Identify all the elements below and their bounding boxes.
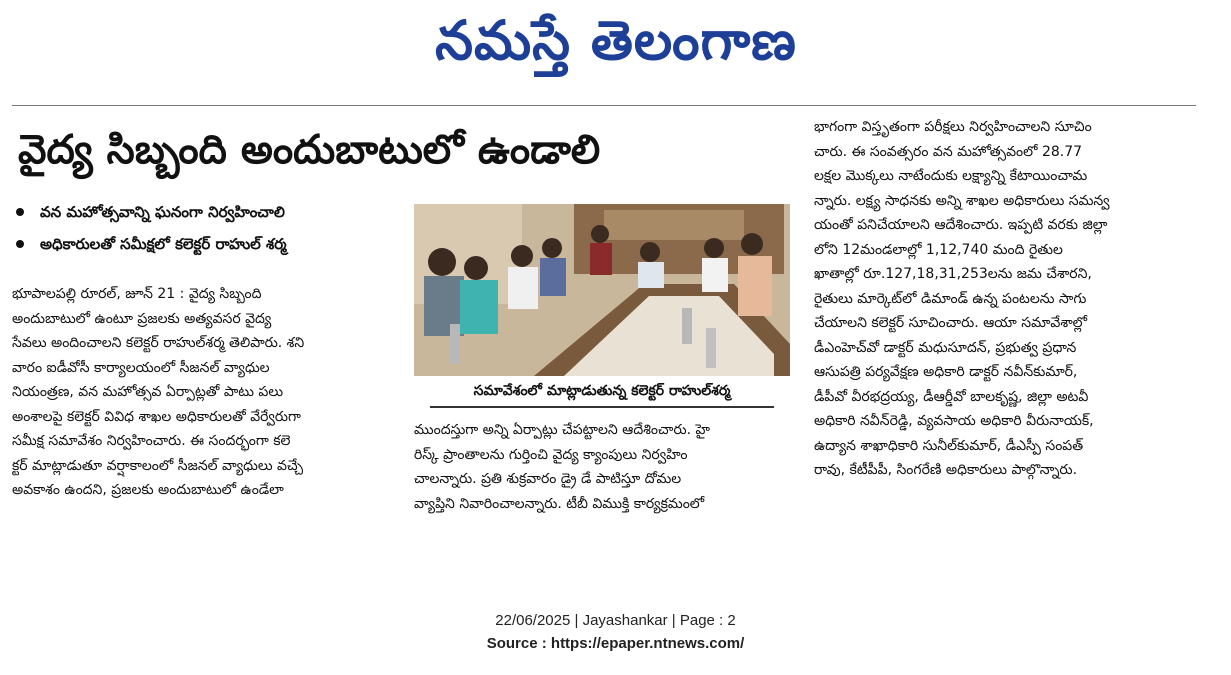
body-line: డీఎంహెచ్‌వో డాక్టర్ మధుసూదన్, ప్రభుత్వ ప్రధాన [814, 339, 1077, 356]
body-line: చేయాలని కలెక్టర్ సూచించారు. ఆయా సమావేశాల్లో [814, 315, 1088, 331]
body-line: సమీక్ష సమావేశం నిర్వహించారు. ఈ సందర్భంగా కలె [12, 433, 291, 449]
body-line: ఆసుపత్రి పర్యవేక్షణ అధికారి డాక్టర్ నవీన్‌కుమార్, [814, 364, 1078, 380]
body-line: రైతులు మార్కెట్‌లో డిమాండ్ ఉన్న పంటలను సాగు [814, 290, 1087, 307]
body-line: భూపాలపల్లి రూరల్, జూన్ 21 : వైద్య సిబ్బంది [12, 286, 262, 302]
bullet-text: వన మహోత్సవాన్ని ఘనంగా నిర్వహించాలి [40, 203, 285, 221]
body-line: నియంత్రణ, వన మహోత్సవ ఏర్పాట్లతో పాటు పలు [12, 384, 284, 400]
body-line: అవకాశం ఉందని, ప్రజలకు అందుబాటులో ఉండేలా [12, 482, 284, 498]
article-column-1 [12, 282, 388, 503]
header-divider [12, 105, 1196, 106]
article-bullets [12, 196, 402, 260]
bullet-item [12, 196, 402, 228]
bullet-dot-icon [16, 208, 24, 216]
body-line: యంతో పనిచేయాలని ఆదేశించారు. ఇప్పటి వరకు జిల్లా [814, 217, 1108, 233]
masthead [0, 0, 1231, 80]
meeting-photo [414, 204, 790, 376]
body-line: వారం ఐడీవోసీ కార్యాలయంలో సీజనల్ వ్యాధుల [12, 359, 270, 376]
body-line: చారు. ఈ సంవత్సరం వన మహోత్సవంలో 28.77 [814, 143, 1083, 160]
photo-caption: సమావేశంలో మాట్లాడుతున్న కలెక్టర్ రాహుల్‌శర్మ [430, 376, 774, 408]
body-line: న్నారు. లక్ష్య సాధనకు అన్ని శాఖల అధికారులు సమన్వ [814, 192, 1110, 209]
body-line: అంశాలపై కలెక్టర్ వివిధ శాఖల అధికారులతో వేర్వేరుగా [12, 408, 301, 425]
body-line: ఖాతాల్లో రూ.127,18,31,253లను జమ చేశారని, [814, 266, 1092, 282]
body-line: అందుబాటులో ఉంటూ ప్రజలకు అత్యవసర వైద్య [12, 310, 272, 327]
body-line: చాలన్నారు. ప్రతి శుక్రవారం డ్రై డే పాటిస్తూ దోమల [414, 471, 682, 487]
body-line: ఉద్యాన శాఖాధికారి సునీల్‌కుమార్, డీఎస్పీ సంపత్ [814, 437, 1084, 454]
body-line: లక్షల మొక్కలు నాటేందుకు లక్ష్యాన్ని కేటాయించామ [814, 168, 1088, 184]
footer-edition-info: 22/06/2025 | Jayashankar | Page : 2 [495, 612, 736, 629]
body-line: వ్యాప్తిని నివారించాలన్నారు. టీబీ విముక్తి కార్యక్రమంలో [414, 495, 705, 512]
body-line: ముందస్తుగా అన్ని ఏర్పాట్లు చేపట్టాలని ఆదేశించారు. హై [414, 422, 710, 438]
masthead-title: నమస్తే తెలంగాణ [435, 9, 797, 72]
body-line: భాగంగా విస్తృతంగా పరీక్షలు నిర్వహించాలని సూచిం [814, 119, 1092, 135]
body-line: అధికారి నవీన్‌రెడ్డి, వ్యవసాయ అధికారి వీరునాయక్, [814, 413, 1094, 429]
body-line: రావు, కేటీపీపీ, సింగరేణి అధికారులు పాల్గొన్నారు. [814, 462, 1078, 478]
meeting-photo-illustration [414, 204, 790, 376]
article-column-2 [414, 418, 790, 516]
article-column-3 [814, 115, 1194, 483]
body-line: డీపీవో వీరభద్రయ్య, డీఆర్డీవో బాలకృష్ణ, జిల్లా అటవీ [814, 388, 1089, 405]
body-line: క్టర్ మాట్లాడుతూ వర్షాకాలంలో సీజనల్ వ్యాధులు వచ్చే [12, 457, 304, 474]
body-line: సేవలు అందించాలని కలెక్టర్ రాహుల్‌శర్మ తెలిపారు. శని [12, 335, 305, 351]
bullet-dot-icon [16, 240, 24, 248]
bullet-item [12, 228, 402, 260]
body-line: రిస్క్ ప్రాంతాలను గుర్తించి వైద్య క్యాంపులు నిర్వహిం [414, 446, 688, 463]
bullet-text: అధికారులతో సమీక్షలో కలెక్టర్ రాహుల్ శర్మ [40, 235, 287, 253]
article-headline: వైద్య సిబ్బంది అందుబాటులో ఉండాలి [18, 127, 601, 173]
footer-source-link[interactable]: Source : https://epaper.ntnews.com/ [486, 635, 745, 652]
body-line: లోని 12మండలాల్లో 1,12,740 మంది రైతుల [814, 241, 1063, 258]
